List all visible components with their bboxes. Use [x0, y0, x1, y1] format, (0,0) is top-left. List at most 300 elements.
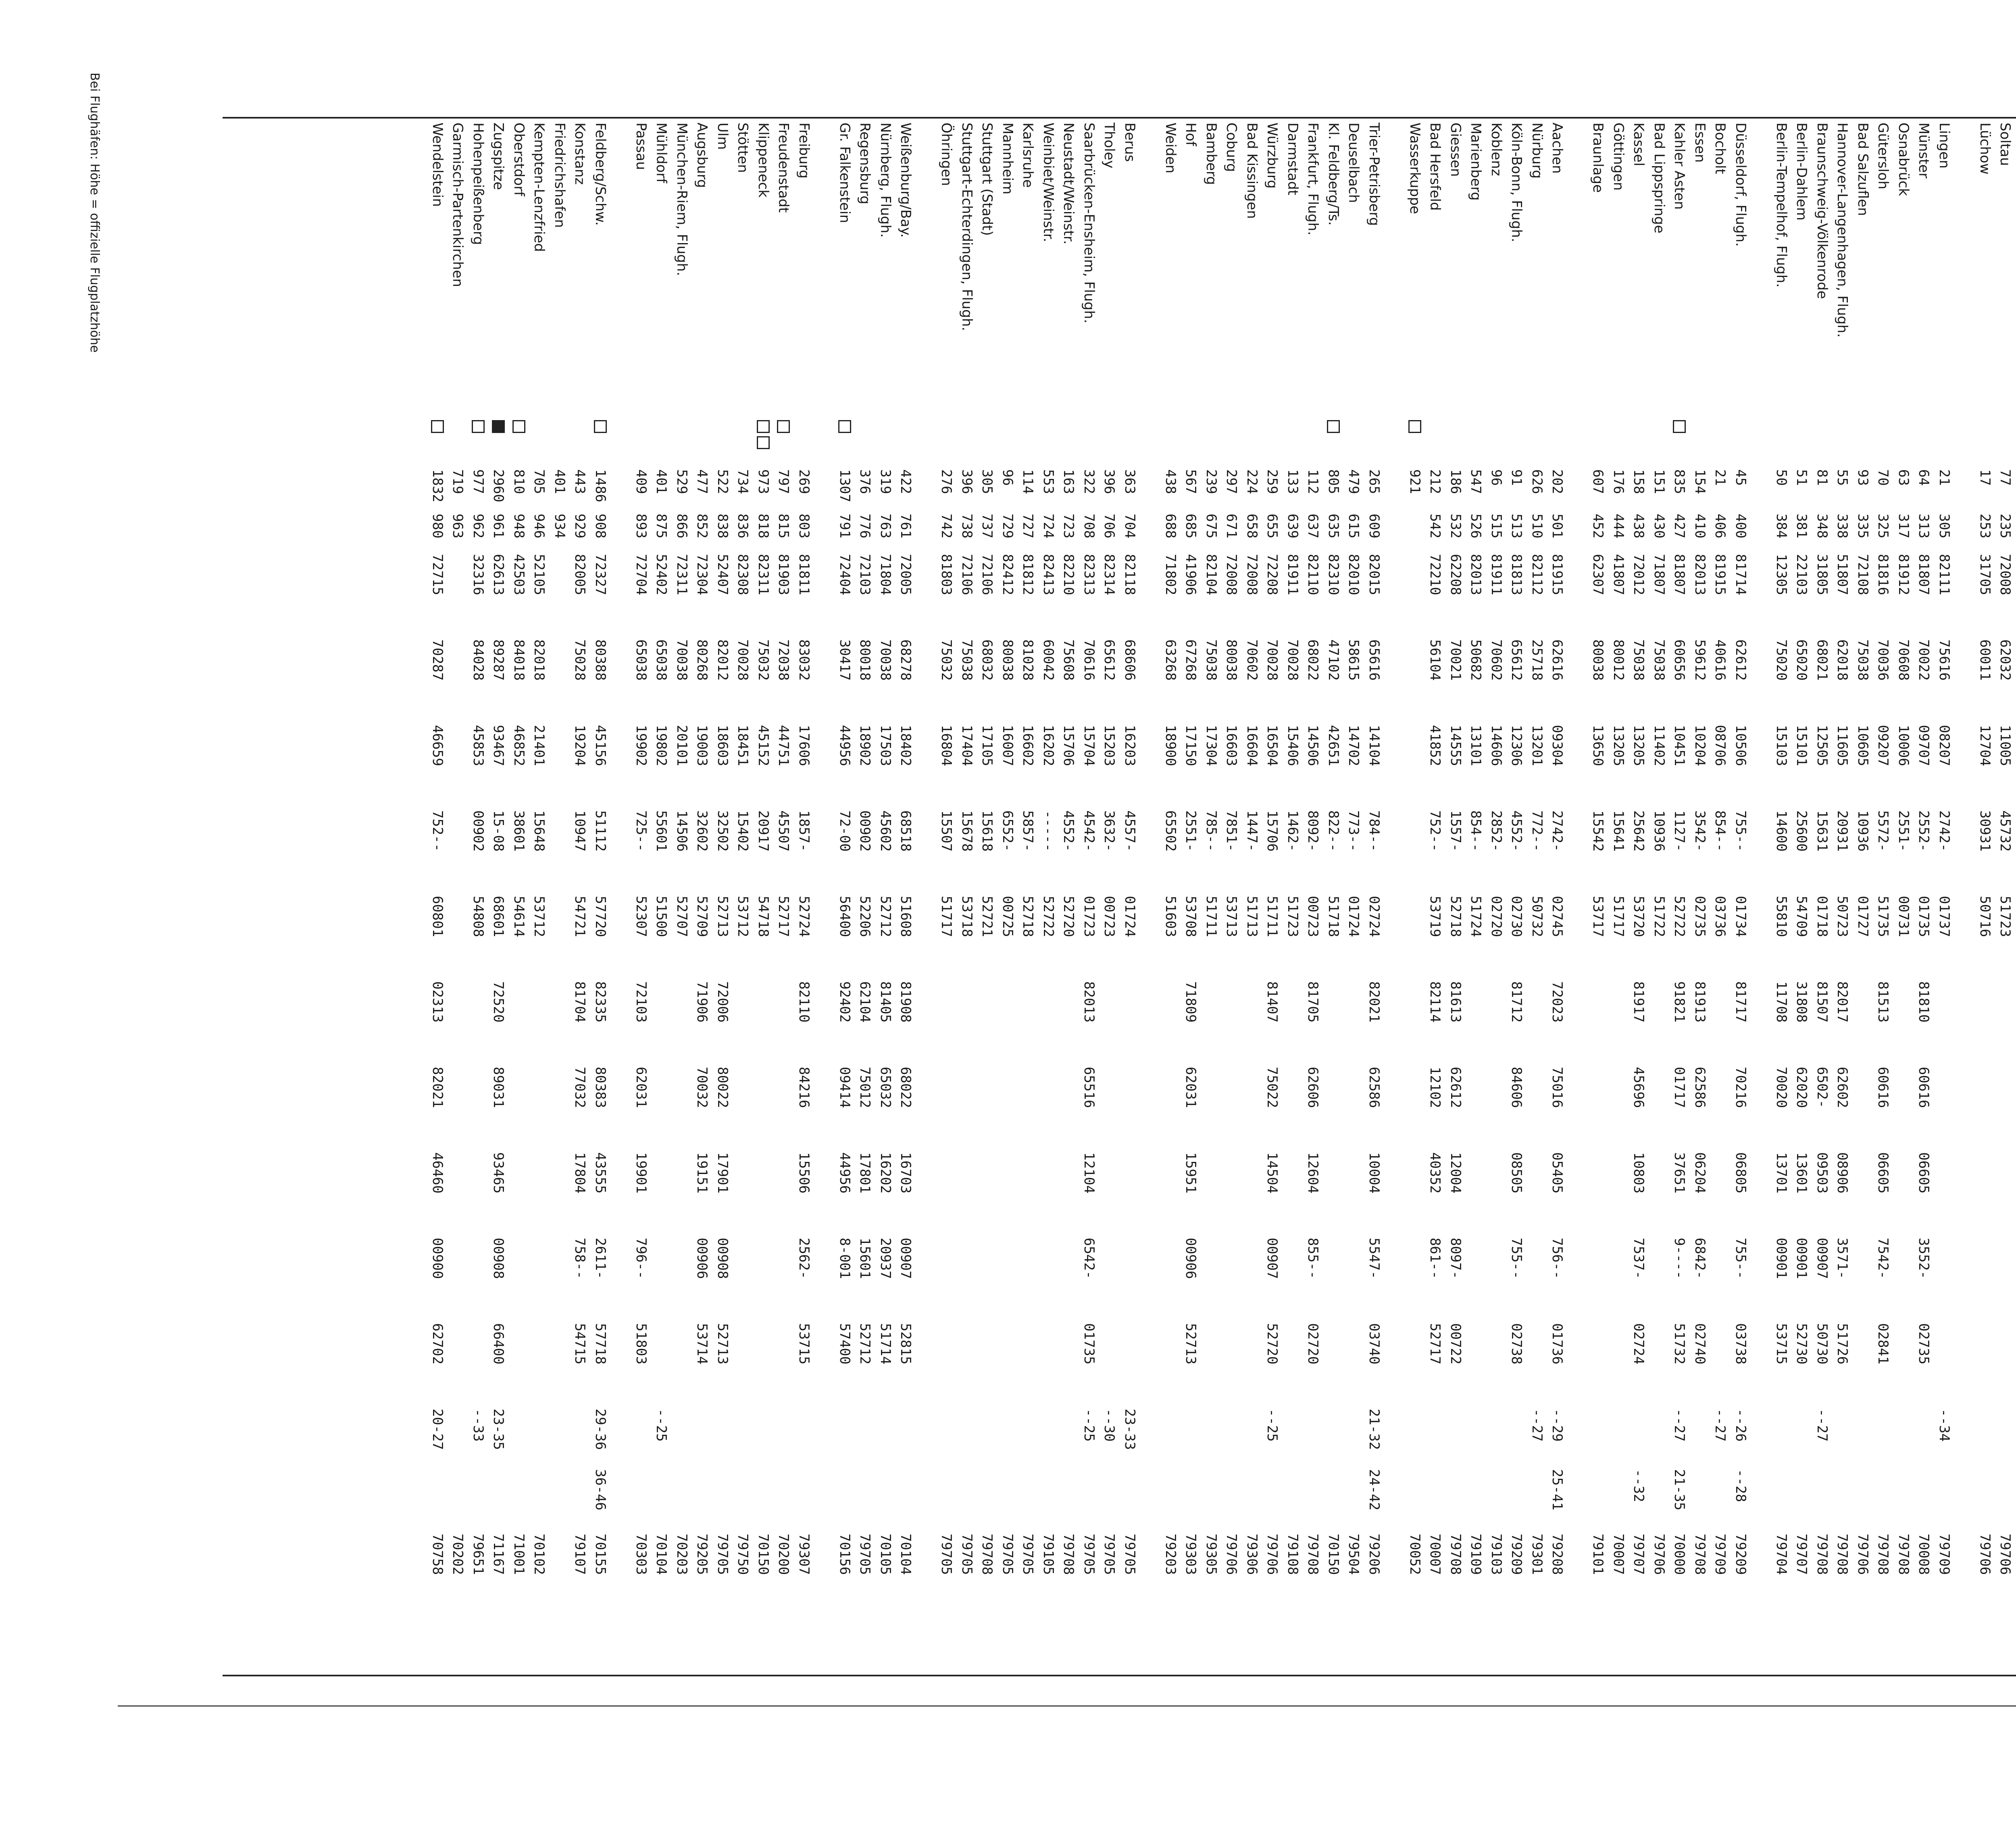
cell-b: 75038 — [1631, 639, 1647, 681]
cell-j — [1325, 1238, 1342, 1314]
cell-e: 51722 — [1651, 896, 1667, 937]
cell-h: 297 — [1223, 469, 1240, 494]
cell-f: 91821 — [1671, 981, 1688, 1023]
cell-f — [1141, 981, 1159, 1058]
cell-f — [1935, 981, 1953, 1058]
cell-m: 25-41 — [1549, 1469, 1566, 1511]
table-row — [1325, 119, 1342, 1675]
cell-d: 3542- — [1692, 810, 1708, 852]
cell-k — [1039, 1323, 1057, 1400]
cell-d: 15706 — [1264, 810, 1281, 852]
cell-d: 772-- — [1529, 810, 1545, 852]
cell-m — [1895, 1469, 1912, 1522]
cell-j: 00908 — [714, 1238, 731, 1279]
cell-d: 2551- — [1183, 810, 1199, 852]
cell-h: 977 — [470, 469, 486, 494]
cell-l: 21-32 — [1366, 1409, 1382, 1450]
cell-a: 81912 — [1895, 554, 1912, 595]
cell-c: 10006 — [1895, 725, 1912, 766]
cell-j — [1101, 1238, 1118, 1314]
cell-l — [1487, 1409, 1505, 1461]
cell-i — [938, 1152, 956, 1229]
station-name: Soltau — [1997, 123, 2014, 166]
cell-k — [1101, 1323, 1118, 1400]
cell-m — [775, 1469, 793, 1522]
cell-d: 15507 — [938, 810, 955, 852]
cell-b: 80038 — [1223, 639, 1240, 681]
cell-n: 79708 — [1834, 1534, 1851, 1575]
station-name: Marienberg — [1468, 123, 1484, 201]
cell-f: 82114 — [1427, 981, 1443, 1023]
cell-g — [1345, 1067, 1363, 1143]
cell-a: 72210 — [1427, 554, 1443, 595]
cell-k: 03738 — [1733, 1323, 1749, 1365]
cell-b: 65038 — [633, 639, 649, 681]
cell-b: 25718 — [1529, 639, 1545, 681]
table-row — [694, 119, 711, 1675]
cell-f: 81407 — [1264, 981, 1281, 1023]
cell-c — [1956, 725, 1974, 801]
cell-n: 70007 — [1610, 1534, 1627, 1575]
cell-h: 93 — [1855, 469, 1871, 486]
cell-e — [1406, 896, 1424, 972]
cell-m: 24-42 — [1366, 1469, 1382, 1511]
cell-f: 81405 — [877, 981, 893, 1023]
cell-l: --30 — [1101, 1409, 1118, 1442]
station-name: Stuttgart (Stadt) — [979, 123, 996, 236]
cell-g — [1976, 1067, 1994, 1143]
table-row — [1304, 119, 1322, 1675]
cell-d: 10936 — [1651, 810, 1667, 852]
cell-l — [1895, 1409, 1912, 1461]
table-row — [1732, 119, 1749, 1675]
cell-e: 53717 — [1590, 896, 1606, 937]
cell-m — [1080, 1469, 1098, 1522]
cell-l — [1569, 1409, 1587, 1461]
station-name: Berlin-Dahlem — [1793, 123, 1810, 221]
cell-j: 8097- — [1447, 1238, 1464, 1279]
cell-l — [775, 1409, 793, 1461]
cell-f — [1854, 981, 1872, 1058]
cell-j: 00901 — [1793, 1238, 1810, 1279]
cell-k — [938, 1323, 956, 1400]
cell-k: 52713 — [714, 1323, 731, 1365]
cell-d — [1141, 810, 1159, 887]
cell-b: 68021 — [1814, 639, 1830, 681]
cell-g — [938, 1067, 956, 1143]
cell-b — [551, 639, 569, 716]
cell-g — [1386, 1067, 1404, 1143]
cell-g — [1528, 1067, 1546, 1143]
station-name: Kassel — [1631, 123, 1647, 167]
cell-k — [1935, 1323, 1953, 1400]
station-name: Bad Lippspringe — [1651, 123, 1667, 233]
cell-b — [917, 639, 935, 716]
cell-e: 02745 — [1549, 896, 1566, 937]
cell-ii — [1752, 514, 1770, 546]
cell-ii: 615 — [1345, 514, 1362, 539]
cell-i — [1325, 1152, 1342, 1229]
cell-a: 81803 — [938, 554, 955, 595]
cell-n: 70303 — [633, 1534, 649, 1575]
cell-h: 77 — [1997, 469, 2014, 486]
cell-k — [1997, 1323, 2014, 1400]
station-name: Stötten — [735, 123, 751, 173]
station-name: Freudenstadt — [775, 123, 792, 213]
cell-g — [1997, 1067, 2014, 1143]
cell-d — [1406, 810, 1424, 887]
cell-h: 158 — [1631, 469, 1647, 494]
cell-d: 15678 — [959, 810, 975, 852]
cell-a: 42503 — [511, 554, 527, 595]
cell-l — [571, 1409, 589, 1461]
cell-ii: 513 — [1508, 514, 1525, 539]
cell-f: 72006 — [714, 981, 731, 1023]
cell-a: 72704 — [633, 554, 649, 595]
cell-n: 79705 — [959, 1534, 975, 1575]
cell-d: 1462- — [1285, 810, 1301, 852]
cell-g — [1101, 1067, 1118, 1143]
cell-b: 65612 — [1101, 639, 1118, 681]
cell-h: 133 — [1285, 469, 1301, 494]
table-row — [612, 119, 630, 1675]
cell-l: --27 — [1712, 1409, 1729, 1442]
cell-n: 79705 — [714, 1534, 731, 1575]
cell-b: 70021 — [1447, 639, 1464, 681]
cell-l — [1793, 1409, 1811, 1461]
cell-l — [1691, 1409, 1709, 1461]
cell-a: 81816 — [1875, 554, 1891, 595]
cell-j — [673, 1238, 691, 1314]
station-name: Düsseldorf, Flugh. — [1733, 123, 1749, 247]
station-name — [917, 123, 935, 465]
cell-c: 11402 — [1651, 725, 1667, 766]
cell-n: 79707 — [1631, 1534, 1647, 1575]
cell-l — [1019, 1409, 1037, 1461]
cell-ii: 430 — [1651, 514, 1667, 539]
cell-e: 51723 — [1997, 896, 2014, 937]
cell-h — [1386, 469, 1404, 510]
station-name: München-Riem, Flugh. — [674, 123, 690, 276]
cell-k — [734, 1323, 752, 1400]
cell-c: 11005 — [1997, 725, 2014, 766]
cell-h: 96 — [1000, 469, 1016, 486]
cell-ii: 727 — [1020, 514, 1036, 539]
cell-g — [1141, 1067, 1159, 1143]
cell-d: 8092- — [1305, 810, 1321, 852]
cell-f: 31808 — [1793, 981, 1810, 1023]
table-row — [673, 119, 691, 1675]
cell-j — [1202, 1238, 1220, 1314]
cell-m — [1956, 1469, 1974, 1522]
cell-l — [1772, 1409, 1790, 1461]
cell-b: 63268 — [1162, 639, 1179, 681]
station-name: Essen — [1692, 123, 1708, 163]
cell-l — [856, 1409, 874, 1461]
cell-ii: 961 — [490, 514, 507, 539]
square-icon — [1408, 420, 1421, 433]
cell-d: 15618 — [979, 810, 996, 852]
cell-b: 68278 — [898, 639, 914, 681]
cell-f — [1284, 981, 1302, 1058]
cell-h: 376 — [857, 469, 873, 494]
cell-i — [531, 1152, 548, 1229]
cell-h: 17 — [1977, 469, 1993, 486]
cell-h: 186 — [1447, 469, 1464, 494]
cell-i — [612, 1152, 630, 1229]
cell-j: 00900 — [429, 1238, 446, 1279]
cell-e: 51713 — [1244, 896, 1260, 937]
square-icon — [431, 420, 444, 433]
cell-d: 1447- — [1244, 810, 1260, 852]
cell-e: 52718 — [1020, 896, 1036, 937]
cell-a: 81807 — [1671, 554, 1688, 595]
cell-h: 396 — [1101, 469, 1118, 494]
table-row — [1834, 119, 1851, 1675]
cell-i: 05405 — [1549, 1152, 1566, 1194]
cell-m — [1813, 1469, 1831, 1522]
cell-f — [979, 981, 996, 1058]
cell-j: 758-- — [572, 1238, 588, 1279]
cell-a: 72304 — [694, 554, 710, 595]
cell-i: 08505 — [1508, 1152, 1525, 1194]
cell-f — [449, 981, 467, 1058]
cell-e — [449, 896, 467, 972]
cell-m: 21-35 — [1671, 1469, 1688, 1511]
cell-d: 1857- — [796, 810, 812, 852]
cell-n: 70000 — [1671, 1534, 1688, 1575]
cell-c: 16007 — [1000, 725, 1016, 766]
cell-i: 15951 — [1183, 1152, 1199, 1194]
cell-f — [531, 981, 548, 1058]
station-name: Freiburg — [796, 123, 812, 179]
cell-g — [449, 1067, 467, 1143]
cell-g — [612, 1067, 630, 1143]
table-row — [1712, 119, 1729, 1675]
station-name: Hof — [1183, 123, 1199, 146]
cell-d: 755-- — [1733, 810, 1749, 852]
cell-h: 319 — [877, 469, 893, 494]
cell-e: 51735 — [1875, 896, 1891, 937]
cell-n: 79203 — [1162, 1534, 1179, 1575]
cell-f: 71809 — [1183, 981, 1199, 1023]
cell-g: 65032 — [877, 1067, 893, 1108]
cell-k — [1487, 1323, 1505, 1400]
cell-l: 23-35 — [490, 1409, 507, 1450]
cell-m — [531, 1469, 548, 1522]
cell-d: 4552- — [1508, 810, 1525, 852]
cell-d: 30931 — [1977, 810, 1993, 852]
cell-m — [551, 1469, 569, 1522]
cell-i: 12604 — [1305, 1152, 1321, 1194]
cell-b: 70028 — [1285, 639, 1301, 681]
cell-h: 212 — [1427, 469, 1443, 494]
cell-f — [1223, 981, 1241, 1058]
cell-c — [917, 725, 935, 801]
station-name: Kl. Feldberg/Ts. — [1325, 123, 1341, 226]
cell-d: 51112 — [592, 810, 608, 852]
cell-g: 62602 — [1834, 1067, 1851, 1108]
cell-c: 19902 — [633, 725, 649, 766]
cell-g: 75012 — [857, 1067, 873, 1108]
cell-i — [1589, 1152, 1607, 1229]
cell-c: 14606 — [1488, 725, 1504, 766]
cell-g — [510, 1067, 528, 1143]
cell-m — [571, 1469, 589, 1522]
cell-b: 89287 — [490, 639, 507, 681]
cell-ii: 348 — [1814, 514, 1830, 539]
cell-f — [612, 981, 630, 1058]
cell-e: 00723 — [1101, 896, 1118, 937]
cell-a — [1406, 554, 1424, 631]
cell-d: 14600 — [1773, 810, 1789, 852]
cell-g — [469, 1067, 487, 1143]
cell-e: 54614 — [511, 896, 527, 937]
cell-b: 65038 — [653, 639, 670, 681]
cell-f — [1060, 981, 1078, 1058]
cell-j: 00907 — [898, 1238, 914, 1279]
cell-h: 2960 — [490, 469, 507, 502]
cell-ii: 685 — [1183, 514, 1199, 539]
cell-h — [1569, 469, 1587, 510]
cell-f: 82017 — [1834, 981, 1851, 1023]
cell-h: 112 — [1305, 469, 1321, 494]
cell-a: 82310 — [1325, 554, 1341, 595]
cell-m — [1650, 1469, 1668, 1522]
cell-m — [958, 1469, 976, 1522]
cell-d: 72-00 — [837, 810, 853, 852]
cell-j — [1589, 1238, 1607, 1314]
cell-h: 154 — [1692, 469, 1708, 494]
cell-l — [1915, 1409, 1933, 1461]
cell-e — [612, 896, 630, 972]
cell-n — [551, 1534, 569, 1598]
cell-l — [1427, 1409, 1444, 1461]
table-row — [591, 119, 609, 1675]
cell-a — [1956, 554, 1974, 631]
cell-g: 80383 — [592, 1067, 608, 1108]
station-name — [1956, 123, 1974, 465]
cell-a — [551, 554, 569, 631]
cell-n: 70155 — [592, 1534, 608, 1575]
station-name: Münster — [1916, 123, 1932, 179]
cell-l — [673, 1409, 691, 1461]
cell-ii: 963 — [450, 514, 466, 539]
cell-k: 00722 — [1447, 1323, 1464, 1365]
cell-e: 02724 — [1366, 896, 1382, 937]
cell-b: 70608 — [1895, 639, 1912, 681]
cell-c: 10506 — [1733, 725, 1749, 766]
cell-m — [897, 1469, 915, 1522]
cell-k — [1976, 1323, 1994, 1400]
cell-d: 2551- — [1895, 810, 1912, 852]
cell-b: 80038 — [1000, 639, 1016, 681]
table-row — [734, 119, 752, 1675]
cell-n: 79504 — [1345, 1534, 1362, 1575]
cell-a: 72103 — [857, 554, 873, 595]
station-name: Konstanz — [572, 123, 588, 185]
cell-j — [1345, 1238, 1363, 1314]
cell-i — [979, 1152, 996, 1229]
cell-e: 54718 — [755, 896, 771, 937]
cell-i: 12004 — [1447, 1152, 1464, 1194]
station-name: Stuttgart-Echterdingen, Flugh. — [959, 123, 975, 331]
cell-c: 41852 — [1427, 725, 1443, 766]
cell-g — [1895, 1067, 1912, 1143]
cell-b — [816, 639, 833, 716]
cell-f: 81705 — [1305, 981, 1321, 1023]
cell-ii: 729 — [1000, 514, 1016, 539]
cell-c: 16202 — [1040, 725, 1056, 766]
cell-a: 12305 — [1773, 554, 1789, 595]
cell-i: 13701 — [1773, 1152, 1789, 1194]
cell-i — [775, 1152, 793, 1229]
cell-j: 00901 — [1773, 1238, 1789, 1279]
cell-c: 13205 — [1610, 725, 1627, 766]
cell-c: 44751 — [775, 725, 792, 766]
station-name: Bad Hersfeld — [1427, 123, 1443, 211]
cell-h: 114 — [1020, 469, 1036, 494]
cell-h: 1832 — [429, 469, 446, 502]
cell-h: 529 — [674, 469, 690, 494]
cell-h — [1141, 469, 1159, 510]
cell-m — [1569, 1469, 1587, 1522]
cell-b: 60011 — [1977, 639, 1993, 681]
cell-l — [1202, 1409, 1220, 1461]
cell-a: 82015 — [1366, 554, 1382, 595]
cell-i — [653, 1152, 671, 1229]
cell-c: 42651 — [1325, 725, 1341, 766]
cell-f — [1752, 981, 1770, 1058]
cell-g — [958, 1067, 976, 1143]
cell-j: 8-001 — [837, 1238, 853, 1279]
cell-n: 79708 — [1692, 1534, 1708, 1575]
cell-n: 70156 — [837, 1534, 853, 1575]
station-name: Gütersloh — [1875, 123, 1891, 189]
cell-d: 15648 — [531, 810, 548, 852]
cell-c: 45156 — [592, 725, 608, 766]
table-row — [877, 119, 894, 1675]
cell-m — [1243, 1469, 1261, 1522]
cell-d: 15-08 — [490, 810, 507, 852]
cell-j — [1956, 1238, 1974, 1314]
cell-i — [1121, 1152, 1139, 1229]
cell-b: 70602 — [1244, 639, 1260, 681]
cell-n: 79208 — [1549, 1534, 1566, 1575]
cell-l: --27 — [1671, 1409, 1688, 1442]
station-name: Weißenburg/Bay. — [898, 123, 914, 238]
cell-g: 60616 — [1916, 1067, 1932, 1108]
cell-l — [510, 1409, 528, 1461]
cell-b: 82012 — [714, 639, 731, 681]
cell-i — [1141, 1152, 1159, 1229]
cell-i — [1650, 1152, 1668, 1229]
cell-i — [449, 1152, 467, 1229]
cell-j — [1141, 1238, 1159, 1314]
cell-k: 02720 — [1305, 1323, 1321, 1365]
cell-h: 265 — [1366, 469, 1382, 494]
cell-k — [1406, 1323, 1424, 1400]
cell-d — [449, 810, 467, 887]
cell-f — [958, 981, 976, 1058]
cell-a: 81903 — [775, 554, 792, 595]
cell-k — [551, 1323, 569, 1400]
cell-k — [775, 1323, 793, 1400]
cell-n: 79209 — [1508, 1534, 1525, 1575]
cell-j — [958, 1238, 976, 1314]
cell-e: 54721 — [572, 896, 588, 937]
cell-h: 259 — [1264, 469, 1281, 494]
